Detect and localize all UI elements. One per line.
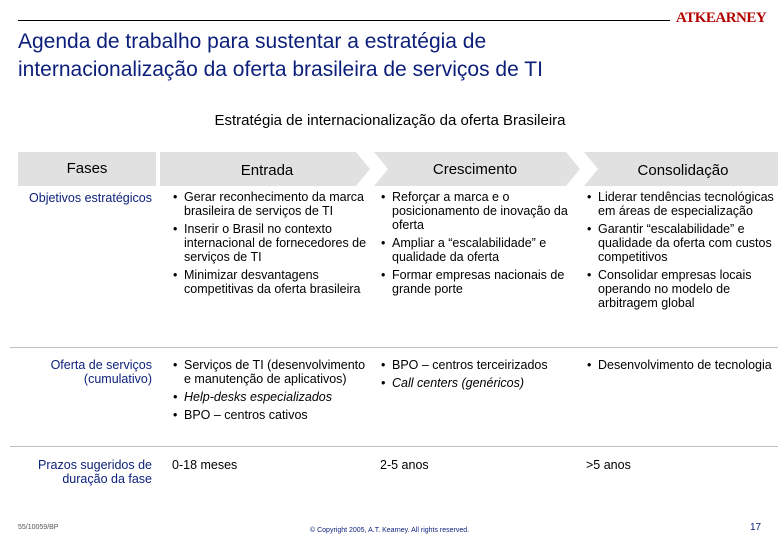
list-item: • Liderar tendências tecnológicas em áreas de especialização [586, 190, 776, 218]
page-title [18, 28, 718, 84]
list-item: • Help-desks especializados [172, 390, 368, 404]
prazo-entrada: 0-18 meses [172, 458, 238, 472]
copyright-notice: © Copyright 2005, A.T. Kearney. All rights reserved. [310, 527, 470, 534]
list-item: • Call centers (genéricos) [380, 376, 576, 390]
list-item: • Ampliar a “escalabilidade” e qualidade da oferta [380, 236, 576, 264]
oferta-entrada-cell [172, 358, 368, 426]
objetivos-consolidacao-cell [586, 190, 776, 314]
column-header-crescimento: Crescimento [432, 161, 518, 178]
table-subtitle: Estratégia de internacionalização da oferta Brasileira [214, 112, 566, 129]
list-item: • Minimizar desvantagens competitivas da oferta brasileira [172, 268, 368, 296]
column-header-entrada: Entrada [240, 162, 294, 179]
prazo-consolidacao: >5 anos [586, 458, 631, 472]
column-header-consolidacao: Consolidação [637, 162, 729, 179]
list-item: • BPO – centros cativos [172, 408, 368, 422]
list-item: • Consolidar empresas locais operando no modelo de arbitragem global [586, 268, 776, 310]
objetivos-crescimento-cell [380, 190, 576, 300]
row-label-objetivos: Objetivos estratégicos [29, 191, 152, 205]
list-item: • Serviços de TI (desenvolvimento e manutenção de aplicativos) [172, 358, 368, 386]
row-separator [10, 347, 778, 348]
company-logo: ATKEARNEY [676, 10, 767, 26]
list-item: • BPO – centros terceirizados [380, 358, 576, 372]
list-item: • Desenvolvimento de tecnologia [586, 358, 776, 372]
title-line-2: internacionalização da oferta brasileira de serviços de TI [18, 58, 543, 81]
list-item: • Gerar reconhecimento da marca brasileira de serviços de TI [172, 190, 368, 218]
list-item: • Formar empresas nacionais de grande porte [380, 268, 576, 296]
header-rule [18, 20, 670, 21]
page-number: 17 [750, 522, 762, 533]
list-item: • Reforçar a marca e o posicionamento de inovação da oferta [380, 190, 576, 232]
document-code: 55/10059/BP [18, 524, 59, 531]
row-separator [10, 446, 778, 447]
row-label-oferta: Oferta de serviços (cumulativo) [50, 358, 152, 386]
row-label-prazos: Prazos sugeridos de duração da fase [38, 458, 152, 486]
title-line-1: Agenda de trabalho para sustentar a estratégia de [18, 30, 487, 53]
oferta-consolidacao-cell [586, 358, 776, 376]
oferta-crescimento-cell [380, 358, 576, 394]
column-header-fases: Fases [66, 160, 108, 177]
list-item: • Inserir o Brasil no contexto internacional de fornecedores de serviços de TI [172, 222, 368, 264]
prazo-crescimento: 2-5 anos [380, 458, 429, 472]
objetivos-entrada-cell [172, 190, 368, 300]
list-item: • Garantir “escalabilidade” e qualidade da oferta com custos competitivos [586, 222, 776, 264]
